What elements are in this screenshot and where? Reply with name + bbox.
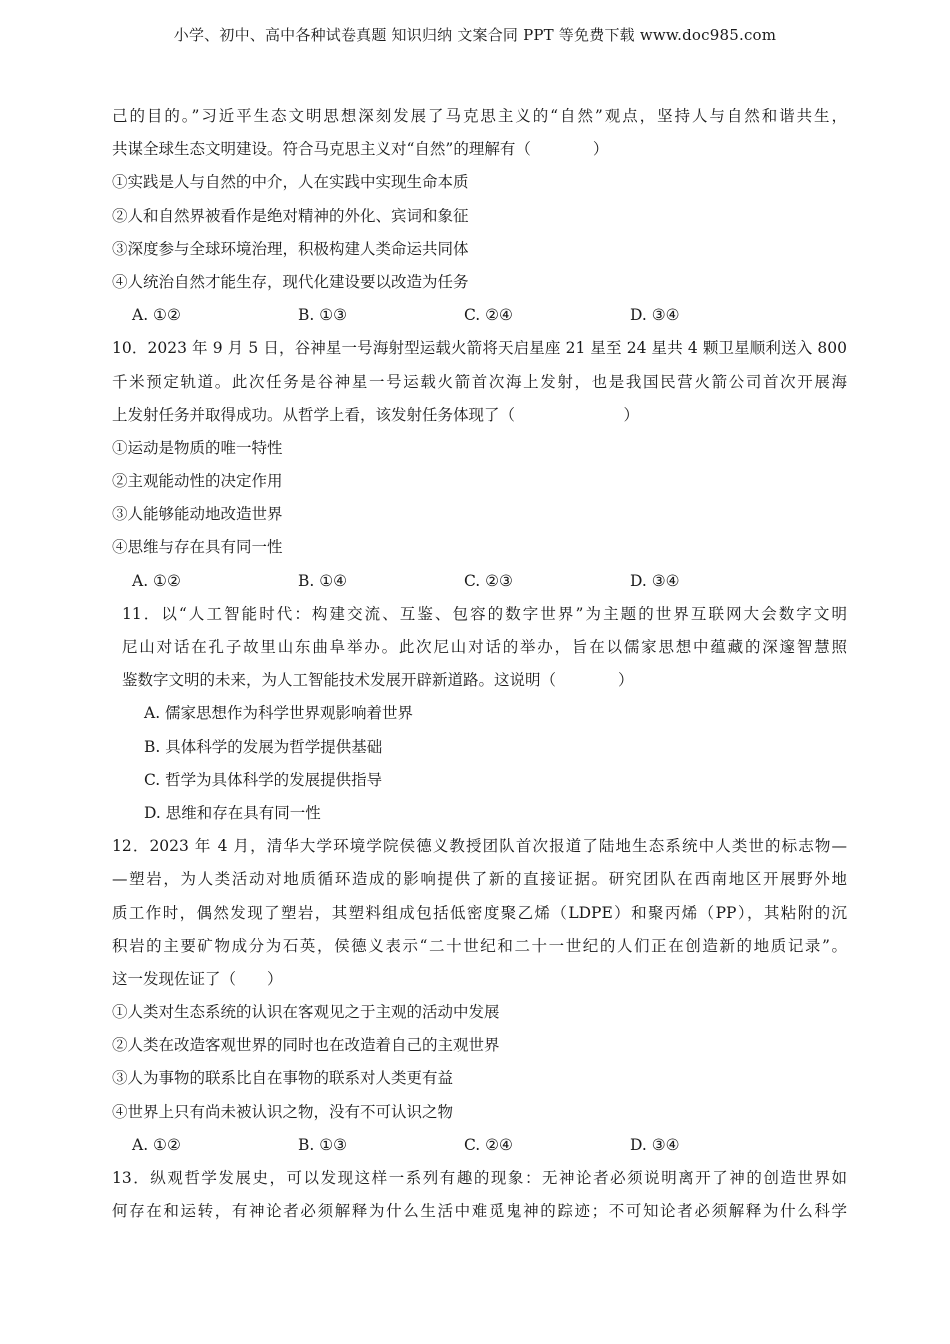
choice-option: B. ①④ — [298, 571, 348, 590]
text-line: 己的目的。”习近平生态文明思想深刻发展了马克思主义的“自然”观点，坚持人与自然和谐共生， — [112, 107, 847, 125]
choice-option: C. ②③ — [464, 571, 513, 590]
text-line: 13．纵观哲学发展史，可以发现这样一系列有趣的现象：无神论者必须说明离开了神的创造世界如 — [112, 1169, 847, 1187]
text-line: ④思维与存在具有同一性 — [112, 538, 283, 557]
text-line: B. 具体科学的发展为哲学提供基础 — [144, 737, 383, 756]
text-line: 10．2023 年 9 月 5 日，谷神星一号海射型运载火箭将天启星座 21 星至 24 星共 4 颗卫星顺利送入 800 — [112, 339, 847, 358]
text-line: 11．以“人工智能时代：构建交流、互鉴、包容的数字世界”为主题的世界互联网大会数字文明 — [122, 604, 847, 623]
choice-option: D. ③④ — [630, 571, 680, 590]
text-line: ②人和自然界被看作是绝对精神的外化、宾词和象征 — [112, 206, 469, 225]
text-line: A. 儒家思想作为科学世界观影响着世界 — [144, 704, 414, 723]
text-line: C. 哲学为具体科学的发展提供指导 — [144, 770, 383, 789]
choice-option: A. ①② — [132, 571, 181, 590]
text-line: ④人统治自然才能生存，现代化建设要以改造为任务 — [112, 272, 469, 291]
text-line: 千米预定轨道。此次任务是谷神星一号运载火箭首次海上发射，也是我国民营火箭公司首次开展海 — [112, 372, 847, 391]
choice-option: B. ①③ — [298, 306, 348, 325]
choice-option: C. ②④ — [464, 306, 513, 325]
text-line: ③人能够能动地改造世界 — [112, 505, 283, 524]
choice-option: D. ③④ — [630, 1135, 680, 1154]
text-line: 鉴数字文明的未来，为人工智能技术发展开辟新道路。这说明（ ） — [122, 671, 634, 690]
choice-option: A. ①② — [132, 1135, 181, 1154]
text-line: ④世界上只有尚未被认识之物，没有不可认识之物 — [112, 1102, 454, 1121]
choice-option: B. ①③ — [298, 1135, 348, 1154]
text-line: 共谋全球生态文明建设。符合马克思主义对“自然”的理解有（ ） — [112, 140, 609, 159]
text-line: —塑岩，为人类活动对地质循环造成的影响提供了新的直接证据。研究团队在西南地区开展野外地 — [112, 870, 847, 889]
answer-choices — [112, 299, 847, 332]
choice-option: D. ③④ — [630, 306, 680, 325]
text-line: 12．2023 年 4 月，清华大学环境学院侯德义教授团队首次报道了陆地生态系统中人类世的标志物— — [112, 837, 847, 856]
document-body — [112, 100, 847, 1228]
answer-choices — [112, 1129, 847, 1162]
text-line: 尼山对话在孔子故里山东曲阜举办。此次尼山对话的举办，旨在以儒家思想中蕴藏的深邃智慧照 — [122, 638, 847, 656]
text-line: ①运动是物质的唯一特性 — [112, 438, 283, 457]
text-line: ②人类在改造客观世界的同时也在改造着自己的主观世界 — [112, 1036, 500, 1055]
text-line: 何存在和运转，有神论者必须解释为什么生活中难觅鬼神的踪迹；不可知论者必须解释为什么科学 — [112, 1202, 847, 1221]
text-line: 这一发现佐证了（ ） — [112, 969, 283, 988]
text-line: ①实践是人与自然的中介，人在实践中实现生命本质 — [112, 173, 469, 192]
choice-option: C. ②④ — [464, 1135, 513, 1154]
choice-option: A. ①② — [132, 306, 181, 325]
text-line: 积岩的主要矿物成分为石英，侯德义表示“二十世纪和二十一世纪的人们正在创造新的地质记录”。 — [112, 936, 847, 955]
text-line: ③人为事物的联系比自在事物的联系对人类更有益 — [112, 1069, 454, 1088]
answer-choices — [112, 565, 847, 598]
text-line: ②主观能动性的决定作用 — [112, 472, 283, 491]
page-header: 小学、初中、高中各种试卷真题 知识归纳 文案合同 PPT 等免费下载 www.doc985.com — [173, 26, 777, 44]
text-line: 质工作时，偶然发现了塑岩，其塑料组成包括低密度聚乙烯（LDPE）和聚丙烯（PP），其粘附的沉 — [112, 903, 847, 922]
text-line: ③深度参与全球环境治理，积极构建人类命运共同体 — [112, 239, 469, 258]
text-line: D. 思维和存在具有同一性 — [144, 803, 321, 822]
text-line: ①人类对生态系统的认识在客观见之于主观的活动中发展 — [112, 1003, 500, 1022]
text-line: 上发射任务并取得成功。从哲学上看，该发射任务体现了（ ） — [112, 405, 640, 424]
